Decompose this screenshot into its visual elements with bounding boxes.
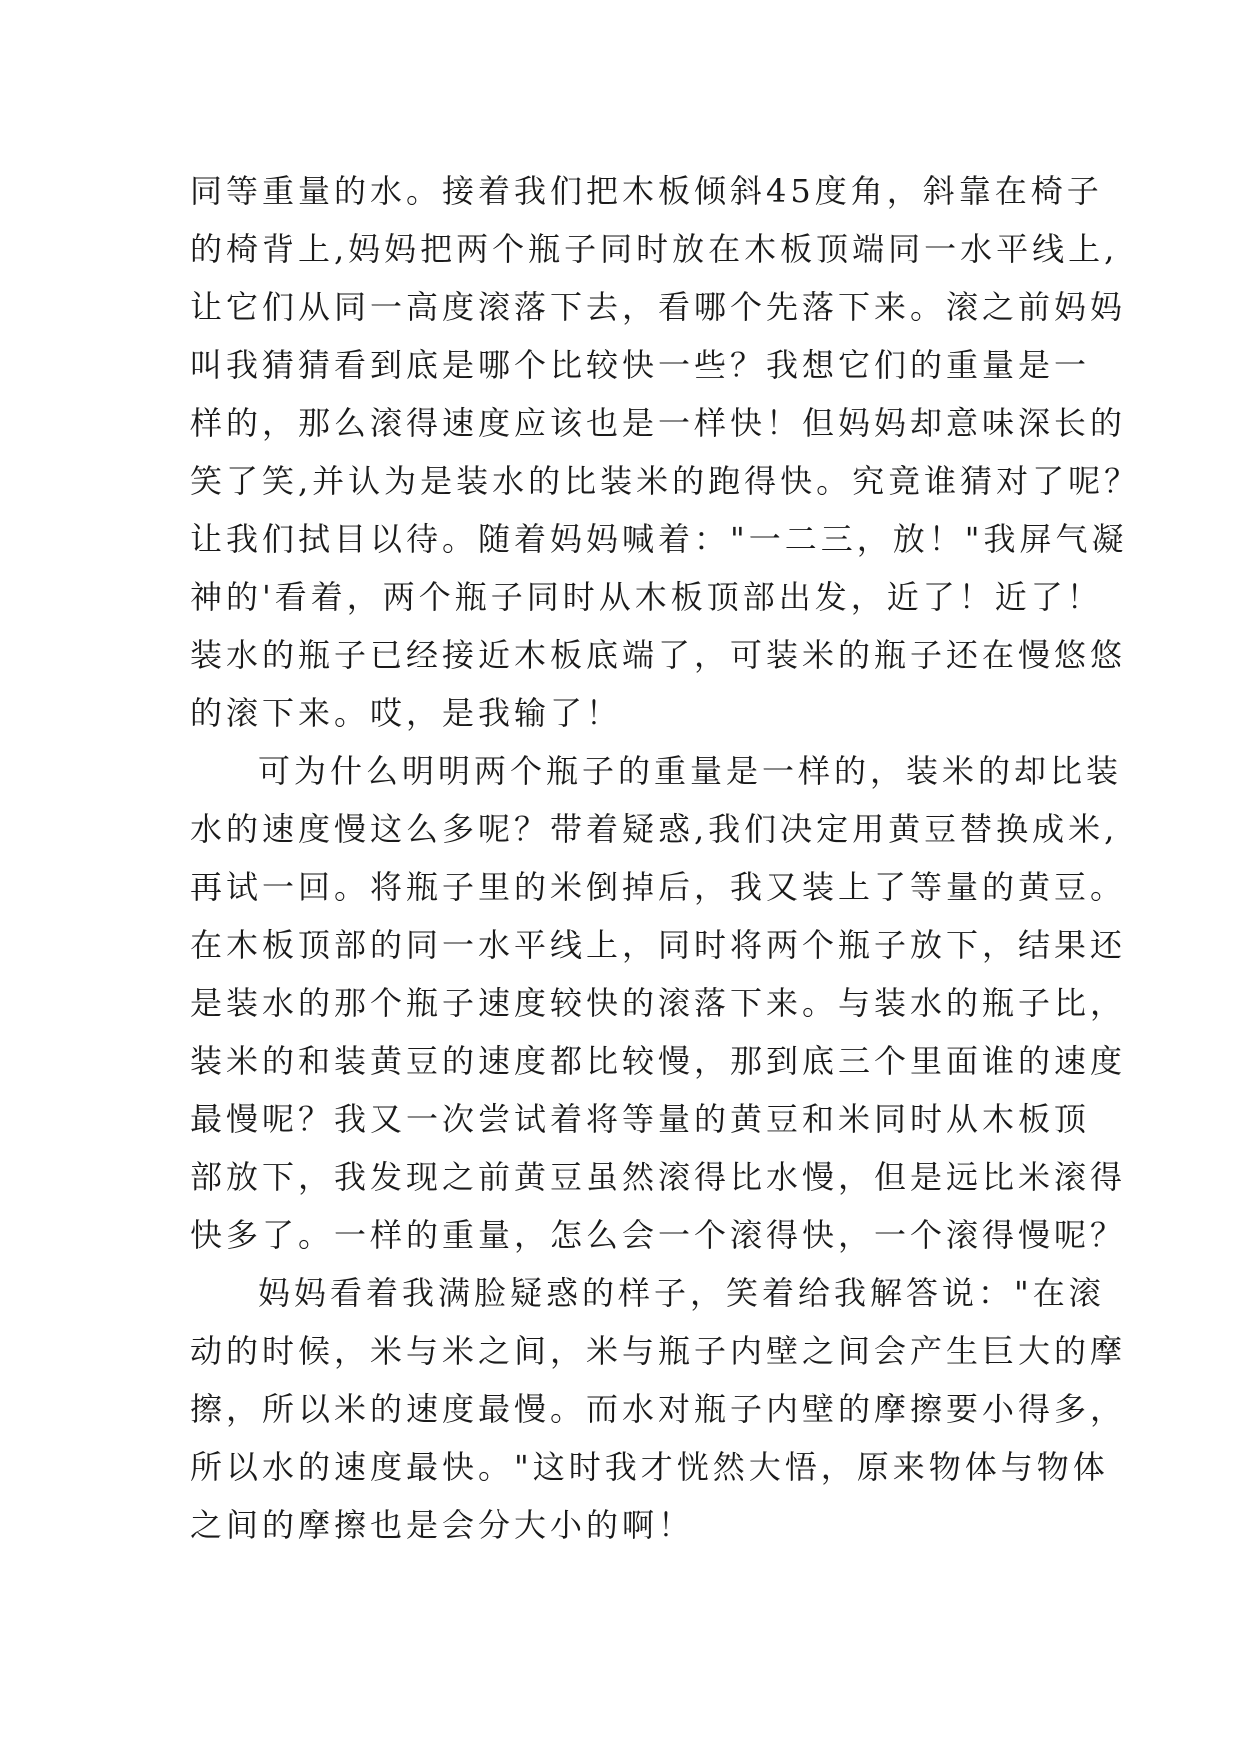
text-line: 同等重量的水。接着我们把木板倾斜45度角，斜靠在椅子 <box>190 172 1103 210</box>
text-line: 神的'看着，两个瓶子同时从木板顶部出发，近了！近了！ <box>190 578 1103 616</box>
text-line: 样的，那么滚得速度应该也是一样快！但妈妈却意味深长的 <box>190 404 1127 442</box>
paragraph-first-line: 妈妈看着我满脸疑惑的样子，笑着给我解答说："在滚 <box>258 1274 1105 1312</box>
body-text <box>190 162 1141 1554</box>
text-line: 之间的摩擦也是会分大小的啊！ <box>190 1506 695 1544</box>
text-line: 让我们拭目以待。随着妈妈喊着："一二三，放！"我屏气凝 <box>190 520 1128 558</box>
text-line: 部放下，我发现之前黄豆虽然滚得比水慢，但是远比米滚得 <box>190 1158 1127 1196</box>
text-line: 让它们从同一高度滚落下去，看哪个先落下来。滚之前妈妈 <box>190 288 1127 326</box>
text-line: 的滚下来。哎，是我输了！ <box>190 694 623 732</box>
text-line: 装米的和装黄豆的速度都比较慢，那到底三个里面谁的速度 <box>190 1042 1127 1080</box>
text-line: 所以水的速度最快。"这时我才恍然大悟，原来物体与物体 <box>190 1448 1109 1486</box>
text-line: 笑了笑,并认为是装水的比装米的跑得快。究竟谁猜对了呢？ <box>190 462 1141 500</box>
text-line: 动的时候，米与米之间，米与瓶子内壁之间会产生巨大的摩 <box>190 1332 1127 1370</box>
text-line: 装水的瓶子已经接近木板底端了，可装米的瓶子还在慢悠悠 <box>190 636 1127 674</box>
text-line: 擦，所以米的速度最慢。而水对瓶子内壁的摩擦要小得多， <box>190 1390 1127 1428</box>
text-line: 再试一回。将瓶子里的米倒掉后，我又装上了等量的黄豆。 <box>190 868 1127 906</box>
text-line: 是装水的那个瓶子速度较快的滚落下来。与装水的瓶子比， <box>190 984 1127 1022</box>
text-line: 的椅背上,妈妈把两个瓶子同时放在木板顶端同一水平线上, <box>190 230 1119 268</box>
text-line: 在木板顶部的同一水平线上，同时将两个瓶子放下，结果还 <box>190 926 1127 964</box>
paragraph-first-line: 可为什么明明两个瓶子的重量是一样的，装米的却比装 <box>258 752 1123 790</box>
text-line: 叫我猜猜看到底是哪个比较快一些？我想它们的重量是一 <box>190 346 1091 384</box>
text-line: 水的速度慢这么多呢？带着疑惑,我们决定用黄豆替换成米, <box>190 810 1119 848</box>
text-line: 快多了。一样的重量，怎么会一个滚得快，一个滚得慢呢？ <box>190 1216 1127 1254</box>
text-line: 最慢呢？我又一次尝试着将等量的黄豆和米同时从木板顶 <box>190 1100 1091 1138</box>
